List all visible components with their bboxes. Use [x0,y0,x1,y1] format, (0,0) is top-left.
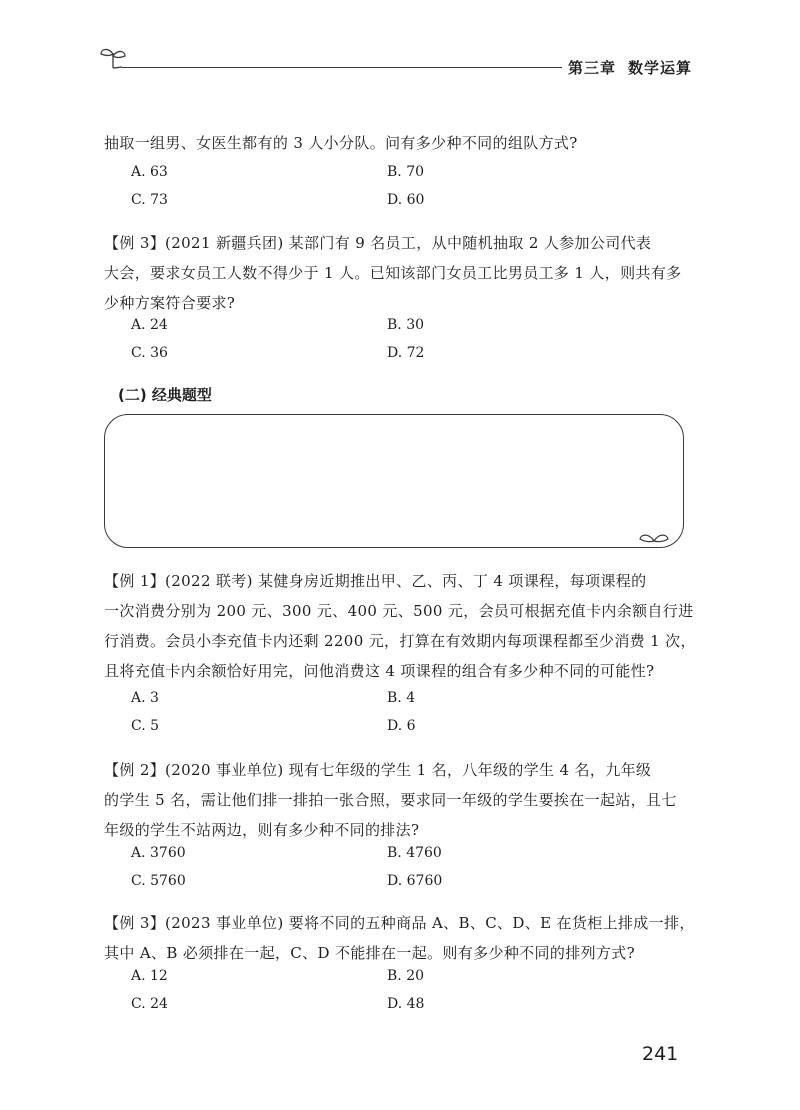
option-d: D. 60 [387,192,425,208]
option-c: C. 24 [131,996,168,1012]
question-text: 且将充值卡内余额恰好用完，问他消费这 4 项课程的组合有多少种不同的可能性? [104,662,655,680]
question-text: 少种方案符合要求? [104,294,236,312]
option-a: A. 12 [131,968,168,984]
option-d: D. 6760 [387,873,443,889]
option-d: D. 6 [387,718,416,734]
question-text: 【例 3】(2021 新疆兵团) 某部门有 9 名员工，从中随机抽取 2 人参加公司代表 [104,234,652,252]
section-title: (二) 经典题型 [118,386,212,404]
double-leaf-icon [638,530,670,546]
option-a: A. 63 [131,164,168,180]
option-c: C. 5 [131,718,160,734]
option-c: C. 5760 [131,873,186,889]
header-rule [122,67,562,68]
option-b: B. 4760 [387,845,442,861]
question-text: 【例 3】(2023 事业单位) 要将不同的五种商品 A、B、C、D、E 在货柜上排成一排， [104,914,695,932]
option-b: B. 20 [387,968,425,984]
question-text: 【例 1】(2022 联考) 某健身房近期推出甲、乙、丙、丁 4 项课程，每项课程的 [104,572,647,590]
option-a: A. 24 [131,317,168,333]
option-a: A. 3 [131,690,159,706]
question-text: 【例 2】(2020 事业单位) 现有七年级的学生 1 名，八年级的学生 4 名，九年级 [104,761,652,779]
question-text: 年级的学生不站两边，则有多少种不同的排法? [104,821,420,839]
chapter-header [568,57,692,78]
option-c: C. 36 [131,345,168,361]
question-text: 大会，要求女员工人数不得少于 1 人。已知该部门女员工比男员工多 1 人，则共有多 [104,264,682,282]
option-b: B. 70 [387,164,425,180]
question-text: 其中 A、B 必须排在一起，C、D 不能排在一起。则有多少种不同的排列方式? [104,944,636,962]
question-text: 的学生 5 名，需让他们排一排拍一张合照，要求同一年级的学生要挨在一起站，且七 [104,791,677,809]
option-b: B. 30 [387,317,425,333]
option-d: D. 72 [387,345,425,361]
question-text: 一次消费分别为 200 元、300 元、400 元、500 元，会员可根据充值卡内余额自行进 [104,602,694,620]
option-b: B. 4 [387,690,416,706]
question-text: 抽取一组男、女医生都有的 3 人小分队。问有多少种不同的组队方式? [104,134,578,152]
chapter-number: 第三章 [568,59,617,77]
chapter-title: 数学运算 [628,59,693,77]
page-number: 241 [642,1043,679,1065]
question-text: 行消费。会员小李充值卡内还剩 2200 元，打算在有效期内每项课程都至少消费 1 次， [104,632,696,650]
empty-note-box [104,414,684,548]
option-c: C. 73 [131,192,168,208]
option-d: D. 48 [387,996,425,1012]
option-a: A. 3760 [131,845,186,861]
